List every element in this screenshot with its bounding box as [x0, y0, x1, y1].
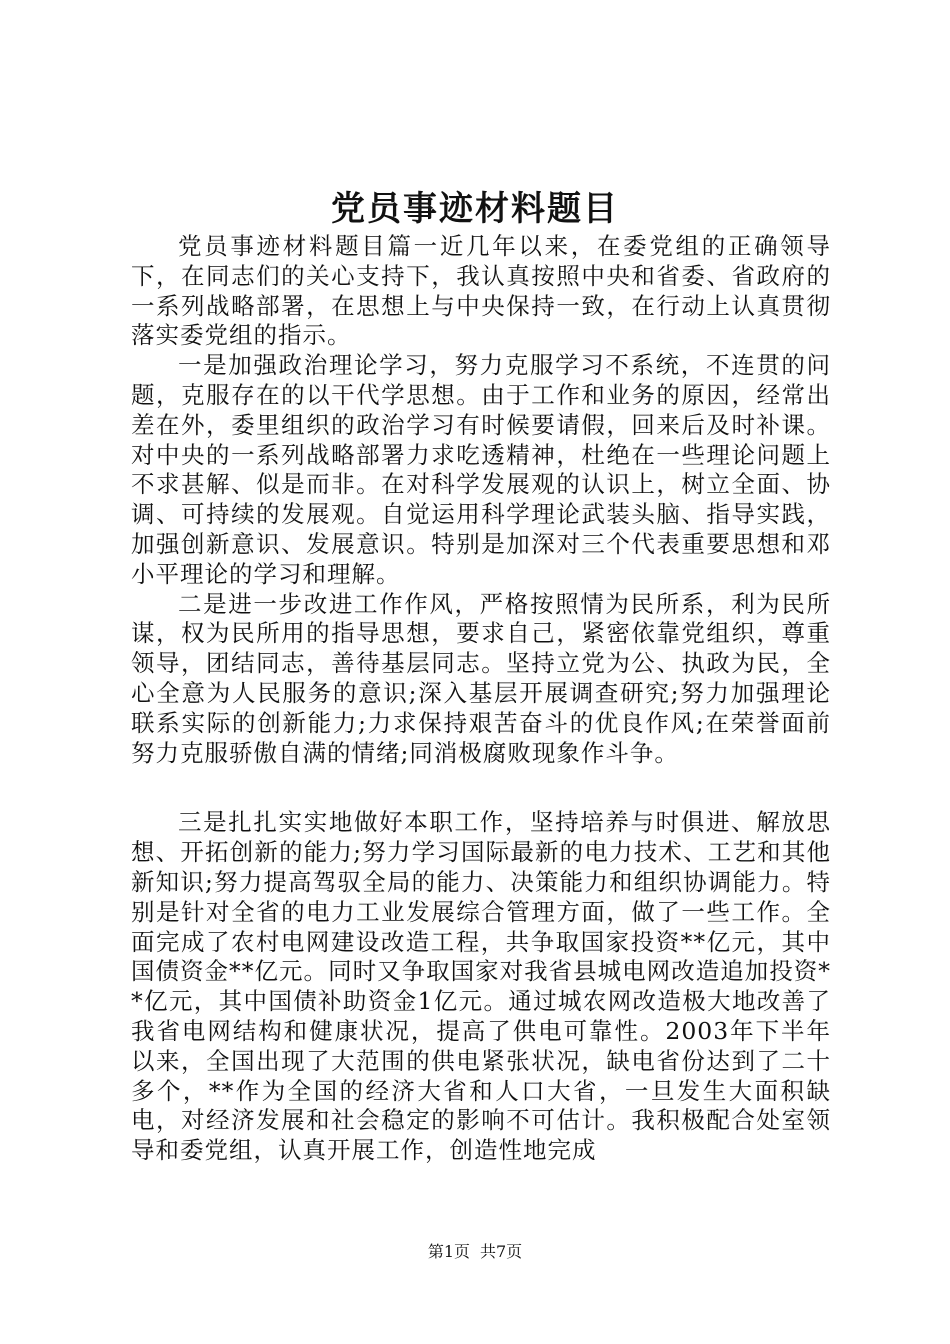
document-title: 党员事迹材料题目	[331, 189, 619, 229]
paragraph-point-two: 二是进一步改进工作作风，严格按照情为民所系，利为民所谋，权为民所用的指导思想，要求自己，紧密依靠党组织，尊重领导，团结同志，善待基层同志。坚持立党为公、执政为民，全心全意为人民服务的意识;深入基层开展调查研究;努力加强理论联系实际的创新能力;力求保持艰苦奋斗的优良作风;在荣誉面前努力克服骄傲自满的情绪;同消极腐败现象作斗争。	[131, 589, 831, 767]
page-total: 共7页	[480, 1242, 523, 1261]
paragraph-intro: 党员事迹材料题目篇一近几年以来，在委党组的正确领导下，在同志们的关心支持下，我认真按照中央和省委、省政府的一系列战略部署，在思想上与中央保持一致，在行动上认真贯彻落实委党组的指示。	[131, 232, 831, 350]
paragraph-point-three: 三是扎扎实实地做好本职工作，坚持培养与时俱进、解放思想、开拓创新的能力;努力学习国际最新的电力技术、工艺和其他新知识;努力提高驾驭全局的能力、决策能力和组织协调能力。特别是针对全省的电力工业发展综合管理方面，做了一些工作。全面完成了农村电网建设改造工程，共争取国家投资**亿元，其中国债资金**亿元。同时又争取国家对我省县城电网改造追加投资**亿元，其中国债补助资金1亿元。通过城农网改造极大地改善了我省电网结构和健康状况，提高了供电可靠性。2003年下半年以来，全国出现了大范围的供电紧张状况，缺电省份达到了二十多个，**作为全国的经济大省和人口大省，一旦发生大面积缺电，对经济发展和社会稳定的影响不可估计。我积极配合处室领导和委党组，认真开展工作，创造性地完成	[131, 808, 831, 1165]
paragraph-point-one: 一是加强政治理论学习，努力克服学习不系统，不连贯的问题，克服存在的以干代学思想。由于工作和业务的原因，经常出差在外，委里组织的政治学习有时候要请假，回来后及时补课。对中央的一系列战略部署力求吃透精神，杜绝在一些理论问题上不求甚解、似是而非。在对科学发展观的认识上，树立全面、协调、可持续的发展观。自觉运用科学理论武装头脑、指导实践，加强创新意识、发展意识。特别是加深对三个代表重要思想和邓小平理论的学习和理解。	[131, 351, 831, 588]
page-footer	[0, 1241, 950, 1263]
page-number: 第1页	[427, 1242, 470, 1261]
document-body	[131, 232, 831, 1166]
